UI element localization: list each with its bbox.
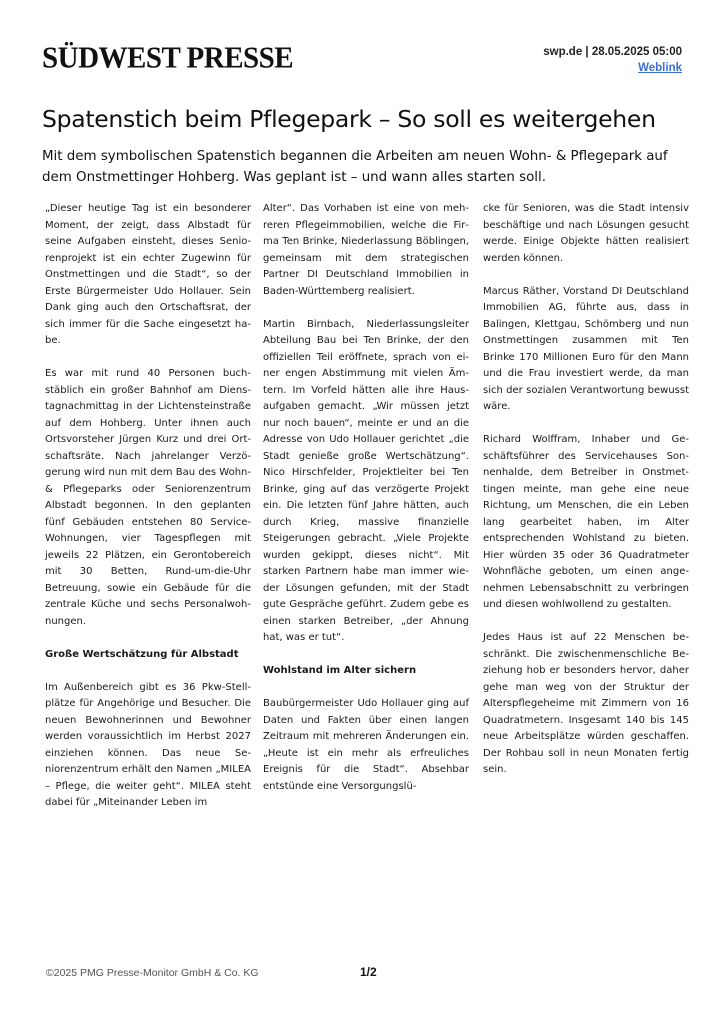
article-column-3: [483, 201, 689, 795]
article-column-2: [263, 201, 469, 812]
page-indicator: 1/2: [360, 965, 377, 979]
article-paragraph: Im Außenbereich gibt es 36 Pkw-Stellplätze für Angehörige und Besucher. Die neuen Bewohnerinnen und Bewohner werden voraussichtlich im Herbst 2027 einziehen können. Das neue Seniorenzentrum erhält den Namen „MILEA – Pflege, die weiter geht“. MILEA steht dabei für „Miteinander Leben im: [45, 681, 251, 808]
section-heading: Wohlstand im Alter sichern: [263, 665, 417, 676]
article-paragraph: Martin Birnbach, Niederlassungsleiter Abteilung Bau bei Ten Brinke, der den offiziellen Teil eröffnete, sprach von einer engen Abstimmung mit vielen Ämtern. Im Vorfeld hätten alle ihre Hausaufgaben gemacht. „Wir müssen jetzt nur noch bauen“, meinte er und an die Adresse von Udo Hollauer gerichtet „die Stadt genieße große Wertschätzung“. Nico Hirschfelder, Projektleiter bei Ten Brinke, ging auf das verzögerte Projekt ein. Die letzten fünf Jahre hätten, auch durch Krieg, massive finanzielle Steigerungen gebracht. „Viele Projekte wurden gekippt, dieses nicht“. Mit starken Partnern habe man immer wieder Lösungen gefunden, mit der Stadt gute Gespräche geführt. Zudem gebe es einen starken Betreiber, „der Ahnung hat, was er tut“.: [263, 318, 469, 643]
publication-logo: SÜDWEST PRESSE: [42, 41, 294, 75]
article-lead: Mit dem symbolischen Spatenstich begannen die Arbeiten am neuen Wohn- & Pflegepark auf dem Onstmettinger Hohberg. Was geplant ist – und wann alles starten soll.: [42, 149, 668, 185]
article-paragraph: Richard Wolffram, Inhaber und Geschäftsführer des Servicehauses Sonnenhalde, dem Betreiber in Onstmettingen meinte, man gehe eine neue Richtung, um Menschen, die ein Leben lang gearbeitet haben, im Alter entsprechenden Wohlstand zu bieten. Hier würden 35 oder 36 Quadratmeter Wohnfläche geboten, um einen angenehmen Lebensabschnitt zu verbringen und diesen wohlwollend zu gestalten.: [483, 434, 689, 610]
article-paragraph: Jedes Haus ist auf 22 Menschen beschränkt. Die zwischenmenschliche Beziehung hob er besonders hervor, daher gehe man weg von der Struktur der Alterspflegeheime mit Zimmern von 16 Quadratmetern. Insgesamt 140 bis 145 neue Arbeitsplätze würden geschaffen. Der Rohbau soll in neun Monaten fertig sein.: [483, 632, 689, 775]
article-paragraph: Alter“. Das Vorhaben ist eine von mehreren Pflegeimmobilien, welche die Firma Ten Brinke, Niederlassung Böblingen, gemeinsam mit dem strategischen Partner DI Deutschland Immobilien in Baden-Württemberg realisiert.: [263, 203, 469, 297]
source-date: swp.de | 28.05.2025 05:00: [543, 46, 682, 58]
section-heading: Große Wertschätzung für Albstadt: [45, 648, 239, 660]
article-meta: [543, 44, 682, 76]
copyright-notice: ©2025 PMG Presse-Monitor GmbH & Co. KG: [46, 967, 259, 979]
weblink[interactable]: Weblink: [638, 62, 682, 74]
article-paragraph: cke für Senioren, was die Stadt intensiv beschäftige und nach Lösungen gesucht werde. Einige Objekte hätten realisiert werden können.: [483, 203, 689, 264]
article-paragraph: „Dieser heutige Tag ist ein besonderer Moment, der zeigt, dass Albstadt für seine Aufgaben einsteht, dieses Seniorenprojekt ist ein echter Zugewinn für Onstmettingen und die Stadt“, so der Erste Bürgermeister Udo Hollauer. Sein Dank ging auch den Ortschaftsrat, der sich immer für die Sache eingesetzt habe.: [45, 203, 251, 346]
article-column-1: [45, 201, 251, 828]
article-paragraph: Es war mit rund 40 Personen buchstäblich ein großer Bahnhof am Dienstagnachmittag in der Lichtensteinstraße auf dem Hohberg. Unter ihnen auch Ortsvorsteher Jürgen Kurz und drei Ortschaftsräte. Nach jahrelanger Verzögerung wird nun mit dem Bau des Wohn- & Pflegeparks oder Seniorenzentrum Albstadt begonnen. In den geplanten fünf Gebäuden entstehen 80 Service-Wohnungen, vier Tagespflegen mit jeweils 22 Plätzen, ein Gerontobereich mit 30 Betten, Rund-um-die-Uhr Betreuung, sowie ein Gebäude für die zentrale Küche und sechs Personalwohnungen.: [45, 368, 251, 627]
article-paragraph: Marcus Räther, Vorstand DI Deutschland Immobilien AG, führte aus, dass in Balingen, Klettgau, Schömberg und nun Onstmettingen zusammen mit Ten Brinke 170 Millionen Euro für den Mann und die Frau investiert werde, da man sich der sozialen Verantwortung bewusst wäre.: [483, 285, 689, 412]
article-paragraph: Baubürgermeister Udo Hollauer ging auf Daten und Fakten über einen langen Zeitraum mit mehreren Änderungen ein. „Heute ist ein mehr als erfreuliches Ereignis für die Stadt“. Absehbar entstünde eine Versorgungslü-: [263, 698, 469, 792]
article-headline: Spatenstich beim Pflegepark – So soll es weitergehen: [42, 105, 656, 133]
